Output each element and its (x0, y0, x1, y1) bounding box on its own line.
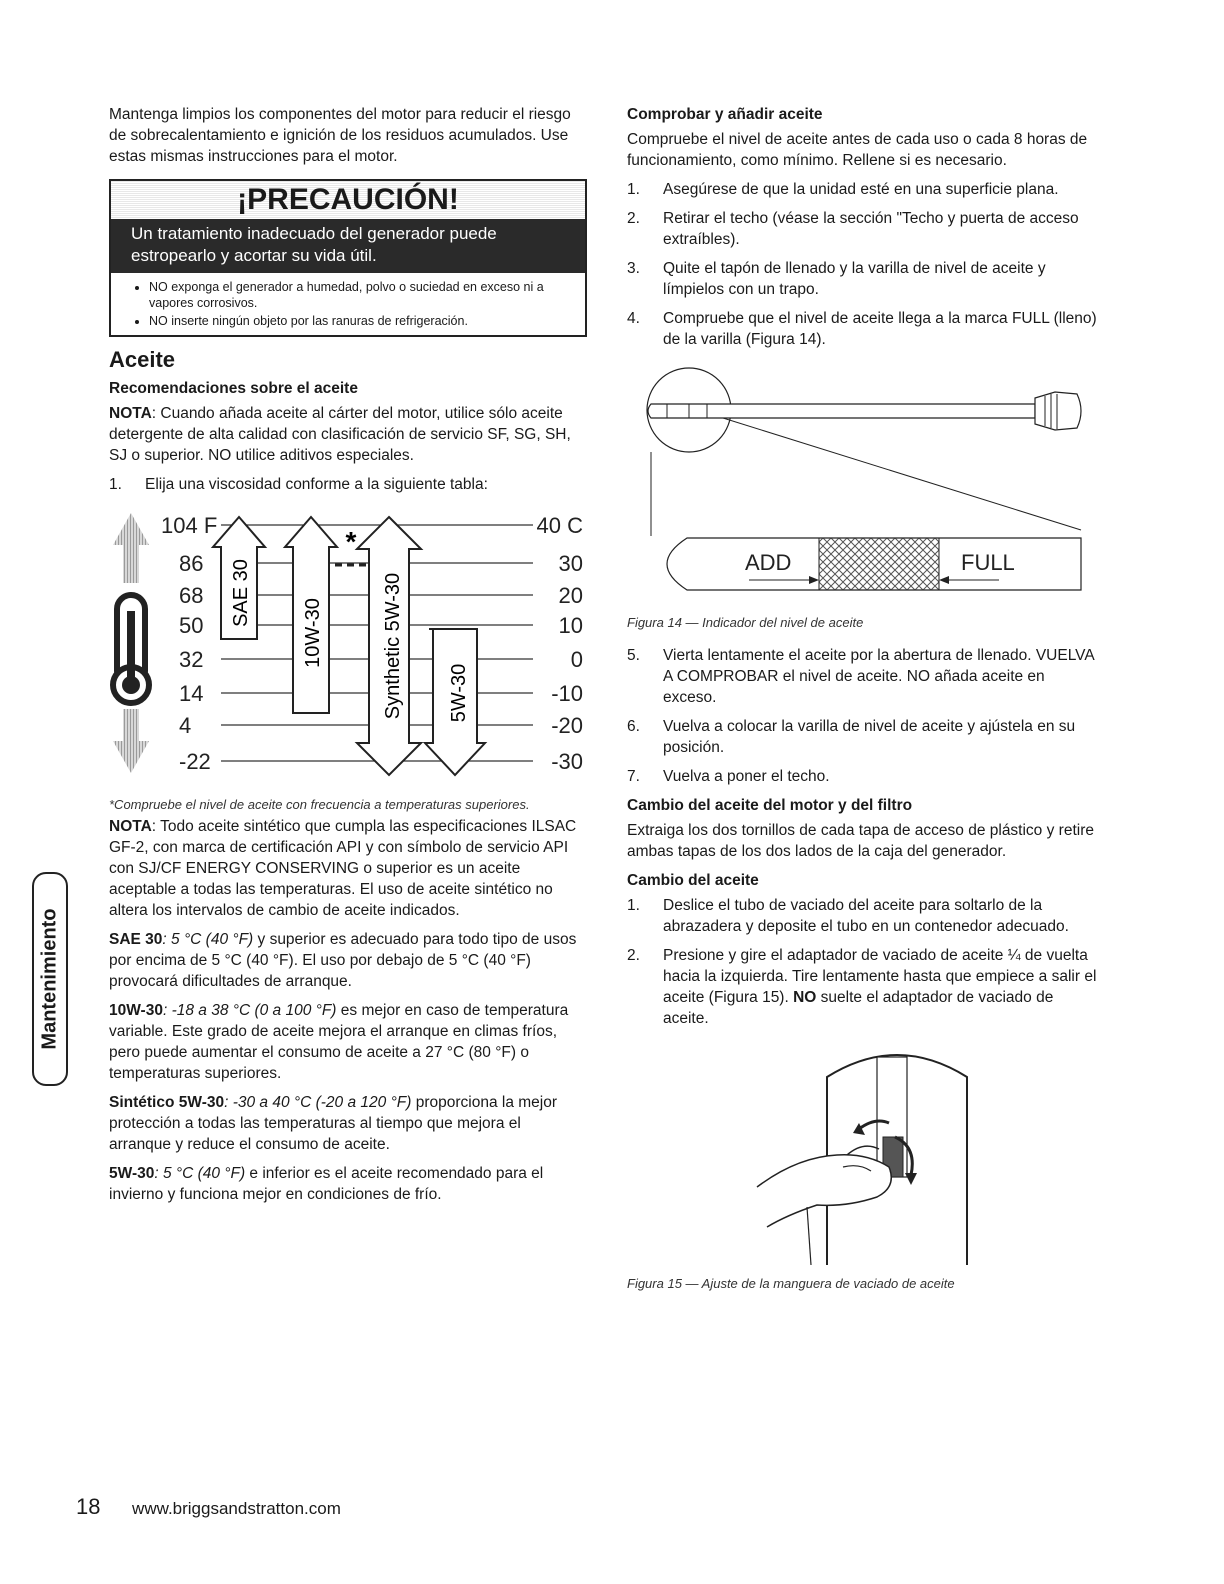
celsius-label: 10 (558, 613, 583, 638)
check-intro: Compruebe el nivel de aceite antes de cada uso o cada 8 horas de funcionamiento, como mínimo. Rellene si es necesario. (627, 131, 1088, 169)
5w30-paragraph (109, 1163, 587, 1205)
fahrenheit-label: 68 (179, 583, 204, 608)
caution-title: ¡PRECAUCIÓN! (111, 181, 585, 219)
10w30-label: 10W-30 (302, 598, 324, 668)
section-side-tab (32, 872, 68, 1086)
dipstick-cap (1035, 392, 1081, 430)
fahrenheit-label: 14 (179, 681, 204, 706)
step-number: 2. (627, 210, 640, 227)
list-item (627, 645, 1102, 708)
step-text: Vierta lentamente el aceite por la abertura de llenado. VUELVA A COMPROBAR el nivel de aceite. NO añada aceite en exceso. (663, 647, 1094, 706)
nota2-label: NOTA (109, 818, 152, 835)
footer-url: www.briggsandstratton.com (132, 1499, 341, 1518)
figure-15-caption: Figura 15 — Ajuste de la manguera de vaciado de aceite (627, 1276, 955, 1291)
step-text-end: suelte el adaptador de vaciado de aceite. (663, 989, 1054, 1027)
page-footer (76, 1494, 341, 1520)
synthetic-range: : -30 a 40 °C (-20 a 120 °F) (224, 1094, 412, 1111)
sae30-paragraph (109, 929, 587, 992)
safe-range-hatch (819, 538, 939, 590)
subsection-title: Recomendaciones sobre el aceite (109, 380, 358, 397)
step-number: 2. (627, 947, 640, 964)
celsius-label: -20 (551, 713, 583, 738)
step-number: 1. (109, 476, 122, 493)
nota2-text: : Todo aceite sintético que cumpla las especificaciones ILSAC GF-2, con marca de certificación API y con símbolo de servicio API con SJ/CF ENERGY CONSERVING o superior es un aceite aceptable a todas las temperaturas. El uso de aceite sintético no altera los intervalos de cambio de aceite indicados. (109, 818, 577, 919)
fahrenheit-label: 4 (179, 713, 192, 738)
caution-list (111, 273, 585, 335)
nota-paragraph (109, 403, 587, 466)
10w30-desc: es mejor en caso de temperatura variable. Este grado de aceite mejora el arranque en climas fríos, pero puede aumentar el consumo de aceite a 27 °C (80 °F) o temperaturas superiores. (109, 1002, 569, 1082)
caution-subtitle: Un tratamiento inadecuado del generador puede estropearlo y acortar su vida útil. (111, 219, 585, 273)
list-item (109, 474, 587, 495)
nota2-paragraph (109, 816, 587, 921)
right-column (627, 104, 1102, 1306)
step-emphasis: NO (793, 989, 817, 1006)
dipstick-figure (627, 366, 1097, 606)
fahrenheit-label: 86 (179, 551, 204, 576)
step-text: Compruebe que el nivel de aceite llega a la marca FULL (lleno) de la varilla (Figura 14). (663, 310, 1097, 348)
drain-figure (627, 1037, 1097, 1267)
step-text: Presione y gire el adaptador de vaciado de aceite ¼ de vuelta hacia la izquierda. Tire lentamente hasta que empiece a salir el aceite (Figura 15). (663, 947, 1097, 1006)
step-number: 1. (627, 181, 640, 198)
fahrenheit-label: -22 (179, 749, 211, 774)
caution-box (109, 179, 587, 337)
celsius-label: -10 (551, 681, 583, 706)
hand-illustration (757, 1155, 891, 1227)
step-text: Retirar el techo (véase la sección "Techo y puerta de acceso extraíbles). (663, 210, 1079, 248)
check-steps (627, 179, 1102, 350)
fill-steps (627, 645, 1102, 787)
sae30-label: SAE 30 (230, 559, 252, 627)
viscosity-chart (109, 503, 587, 788)
list-item (627, 945, 1102, 1029)
list-item (627, 766, 1102, 787)
5w30-term: 5W-30 (109, 1165, 155, 1182)
synthetic-paragraph (109, 1092, 587, 1155)
celsius-label: -30 (551, 749, 583, 774)
step-number: 5. (627, 647, 640, 664)
celsius-label: 40 C (536, 513, 583, 538)
fahrenheit-label: 104 F (161, 513, 218, 538)
step-text: Vuelva a colocar la varilla de nivel de aceite y ajústela en su posición. (663, 718, 1076, 756)
list-item (627, 208, 1102, 250)
step-text: Elija una viscosidad conforme a la siguiente tabla: (145, 476, 488, 493)
synthetic-desc: proporciona la mejor protección a todas las temperaturas al tiempo que mejora el arranque y reduce el consumo de aceite. (109, 1094, 558, 1153)
10w30-paragraph (109, 1000, 587, 1084)
celsius-label: 20 (558, 583, 583, 608)
nota-text: : Cuando añada aceite al cárter del motor, utilice sólo aceite detergente de alta calidad con clasificación de servicio SF, SG, SH, SJ o superior. NO utilice aditivos especiales. (109, 405, 571, 464)
sae30-desc: y superior es adecuado para todo tipo de usos por encima de 5 °C (40 °F). El uso por debajo de 5 °C (40 °F) provocará dificultades de arranque. (109, 931, 577, 990)
sae30-range: : 5 °C (40 °F) (162, 931, 254, 948)
page-number: 18 (76, 1494, 101, 1519)
full-mark-label: FULL (961, 550, 1015, 575)
check-title: Comprobar y añadir aceite (627, 106, 823, 123)
synthetic-term: Sintético 5W-30 (109, 1094, 225, 1111)
change-text: Extraiga los dos tornillos de cada tapa de acceso de plástico y retire ambas tapas de los dos lados de la caja del generador. (627, 822, 1094, 860)
add-mark-label: ADD (745, 550, 792, 575)
list-item (627, 308, 1102, 350)
fahrenheit-label: 50 (179, 613, 204, 638)
celsius-label: 30 (558, 551, 583, 576)
section-title: Aceite (109, 347, 176, 372)
step-text: Quite el tapón de llenado y la varilla de nivel de aceite y límpielos con un trapo. (663, 260, 1046, 298)
synthetic-label: Synthetic 5W-30 (382, 572, 404, 720)
5w30-label: 5W-30 (448, 663, 470, 723)
thermometer-up-arrow (113, 513, 149, 583)
star-marker: * (345, 526, 357, 557)
fahrenheit-label: 32 (179, 647, 204, 672)
caution-item: • NO exponga el generador a humedad, polvo o suciedad en exceso ni a vapores corrosivos. (149, 279, 579, 311)
steps-list (109, 474, 587, 495)
change-title: Cambio del aceite del motor y del filtro (627, 797, 913, 814)
chart-footnote: *Compruebe el nivel de aceite con frecuencia a temperaturas superiores. (109, 797, 530, 812)
intro-paragraph: Mantenga limpios los componentes del motor para reducir el riesgo de sobrecalentamiento e ignición de los residuos acumulados. Use estas mismas instrucciones para el motor. (109, 106, 571, 165)
step-text: Vuelva a poner el techo. (663, 768, 830, 785)
list-item (627, 258, 1102, 300)
nota-label: NOTA (109, 405, 152, 422)
sae30-term: SAE 30 (109, 931, 163, 948)
list-item (627, 179, 1102, 200)
list-item (627, 716, 1102, 758)
left-column (109, 104, 587, 1213)
change-oil-title: Cambio del aceite (627, 872, 759, 889)
caution-item: • NO inserte ningún objeto por las ranuras de refrigeración. (149, 313, 579, 329)
step-text: Asegúrese de que la unidad esté en una superficie plana. (663, 181, 1059, 198)
celsius-label: 0 (570, 647, 583, 672)
figure-14-caption: Figura 14 — Indicador del nivel de aceite (627, 615, 864, 630)
step-number: 7. (627, 768, 640, 785)
step-number: 1. (627, 897, 640, 914)
dipstick-rod (648, 404, 1035, 418)
step-number: 3. (627, 260, 640, 277)
side-tab-label: Mantenimiento (38, 908, 61, 1050)
5w30-desc: e inferior es el aceite recomendado para el invierno y funciona mejor en condiciones de frío. (109, 1165, 544, 1203)
step-number: 4. (627, 310, 640, 327)
10w30-range: : -18 a 38 °C (0 a 100 °F) (162, 1002, 337, 1019)
thermometer-down-arrow (113, 709, 149, 773)
drain-steps (627, 895, 1102, 1029)
5w30-range: : 5 °C (40 °F) (154, 1165, 246, 1182)
step-text: Deslice el tubo de vaciado del aceite para soltarlo de la abrazadera y deposite el tubo en un contenedor adecuado. (663, 897, 1069, 935)
list-item (627, 895, 1102, 937)
step-number: 6. (627, 718, 640, 735)
10w30-term: 10W-30 (109, 1002, 163, 1019)
